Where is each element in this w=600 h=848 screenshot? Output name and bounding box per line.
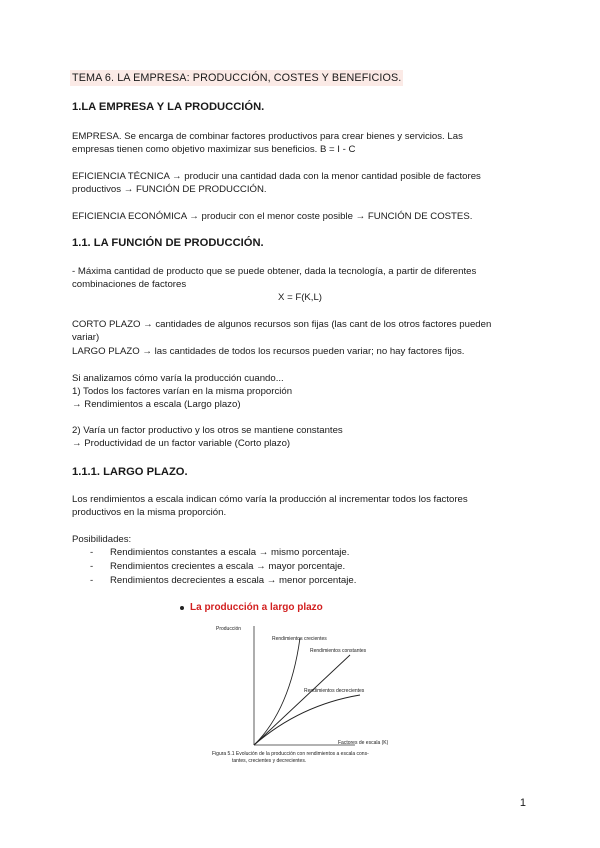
paragraph-line: LARGO PLAZO → las cantidades de todos los recursos pueden variar; no hay factores fijos.: [72, 346, 465, 357]
caption-line: Figura 5.1 Evolución de la producción con rendimientos a escala cons-: [212, 751, 369, 757]
paragraph-line: Si analizamos cómo varía la producción cuando...: [72, 373, 284, 384]
curve-constantes: [254, 655, 350, 745]
paragraph-line: → Productividad de un factor variable (Corto plazo): [72, 438, 291, 449]
formula: X = F(K,L): [278, 292, 322, 303]
section-heading: 1.1. LA FUNCIÓN DE PRODUCCIÓN.: [72, 237, 264, 249]
figure-caption: [212, 751, 369, 765]
section-heading: 1.1.1. LARGO PLAZO.: [72, 466, 188, 478]
paragraph-line: Los rendimientos a escala indican cómo varía la producción al incrementar todos los factores: [72, 494, 468, 505]
bullet-dot-icon: [180, 606, 184, 610]
bullet-marker: -: [90, 547, 94, 558]
x-axis-label: Factores de escala (K): [338, 740, 389, 746]
paragraph-line: Posibilidades:: [72, 534, 132, 545]
paragraph-line: 2) Varía un factor productivo y los otros se mantiene constantes: [72, 425, 343, 436]
paragraph-line: productivos en la misma proporción.: [72, 507, 227, 518]
curve-crecientes: [254, 638, 300, 745]
curve-label: Rendimientos constantes: [310, 648, 367, 654]
curve-label: Rendimientos decrecientes: [304, 688, 365, 694]
curve-decrecientes: [254, 695, 360, 745]
list-item: Rendimientos decrecientes a escala → menor porcentaje.: [110, 575, 357, 586]
figure-title: La producción a largo plazo: [190, 602, 323, 613]
paragraph-line: 1) Todos los factores varían en la misma proporción: [72, 386, 293, 397]
paragraph-line: variar): [72, 332, 100, 343]
list-item: Rendimientos constantes a escala → mismo porcentaje.: [110, 547, 350, 558]
bullet-marker: -: [90, 575, 94, 586]
document-title: TEMA 6. LA EMPRESA: PRODUCCIÓN, COSTES Y BENEFICIOS.: [72, 72, 402, 84]
list-item: Rendimientos crecientes a escala → mayor porcentaje.: [110, 561, 346, 572]
paragraph-line: EMPRESA. Se encarga de combinar factores productivos para crear bienes y servicios. Las: [72, 131, 463, 142]
paragraph-line: CORTO PLAZO → cantidades de algunos recursos son fijas (las cant de los otros factores pueden: [72, 319, 492, 330]
curve-label: Rendimientos crecientes: [272, 636, 327, 642]
paragraph-line: EFICIENCIA ECONÓMICA → producir con el menor coste posible → FUNCIÓN DE COSTES.: [72, 211, 473, 222]
bullet-marker: -: [90, 561, 94, 572]
paragraph-line: combinaciones de factores: [72, 279, 187, 290]
paragraph-line: EFICIENCIA TÉCNICA → producir una cantidad dada con la menor cantidad posible de factores: [72, 171, 481, 182]
caption-line: tantes, crecientes y decrecientes.: [232, 758, 307, 764]
paragraph-line: → Rendimientos a escala (Largo plazo): [72, 399, 241, 410]
paragraph-line: empresas tienen como objetivo maximizar sus beneficios. B = I - C: [72, 144, 356, 155]
section-heading: 1.LA EMPRESA Y LA PRODUCCIÓN.: [72, 101, 265, 113]
paragraph-line: productivos → FUNCIÓN DE PRODUCCIÓN.: [72, 184, 267, 195]
page-number: 1: [519, 797, 526, 809]
y-axis-label: Producción: [216, 626, 242, 632]
production-figure: [190, 600, 400, 775]
paragraph-line: - Máxima cantidad de producto que se puede obtener, dada la tecnología, a partir de diferentes: [72, 266, 477, 277]
